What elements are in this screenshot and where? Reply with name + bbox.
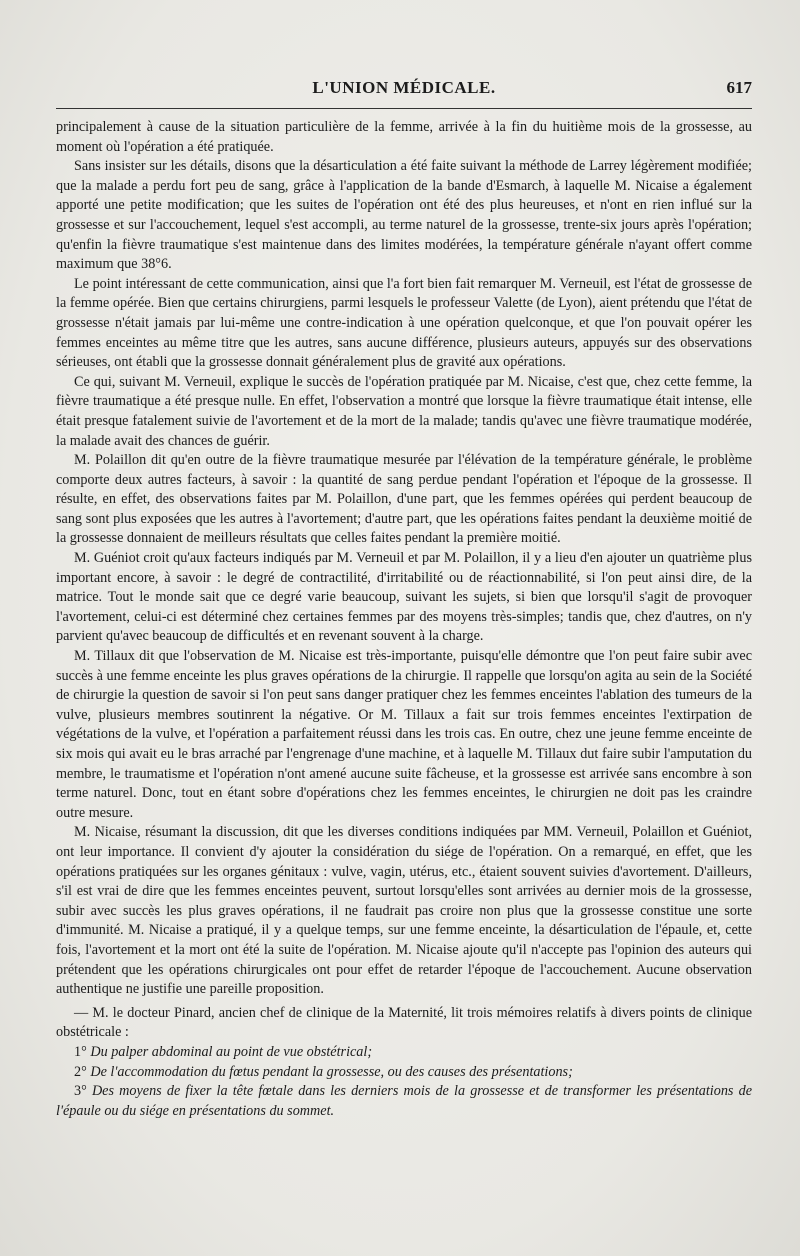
memoir-item bbox=[56, 1082, 752, 1121]
memoir-item bbox=[56, 1063, 752, 1083]
memoir-number: 3° bbox=[74, 1083, 87, 1100]
memoir-title: De l'accommodation du fœtus pendant la grossesse, ou des causes des présentations; bbox=[90, 1063, 573, 1080]
paragraph: M. Guéniot croit qu'aux facteurs indiqués par M. Verneuil et par M. Polaillon, il y a lieu d'en ajouter un quatrième plus important encore, à savoir : le degré de contractilité, d'irritabilité ou de réactionnabilité, si l'on peut ainsi dire, de la matrice. Tout le monde sait que ce degré varie beaucoup, suivant les sujets, si bien que lorsqu'il s'agit de provoquer l'avortement, celui-ci est déterminé chez certaines femmes par des moyens très-simples; tandis que, chez d'autres, on n'y parvient qu'avec beaucoup de difficultés et en revenant souvent à la charge. bbox=[56, 550, 752, 645]
memoir-number: 1° bbox=[74, 1043, 87, 1060]
paragraph: M. Nicaise, résumant la discussion, dit que les diverses conditions indiquées par MM. Verneuil, Polaillon et Guéniot, ont leur importance. Il convient d'y ajouter la considération du siége de l'opération. On a remarqué, en effet, que les opérations pratiquées sur les organes génitaux : vulve, vagin, utérus, etc., étaient souvent suivies d'avortement. D'ailleurs, s'il est vrai de dire que les femmes enceintes peuvent, surtout lorsqu'elles sont arrivées au dernier mois de la grossesse, subir avec succès les plus graves opérations, il ne faudrait pas croire non plus que la grossesse constitue une sorte d'immunité. M. Nicaise a pratiqué, il y a quelque temps, sur une femme enceinte, la désarticulation de l'épaule, et, cette fois, l'avortement et la mort ont été la suite de l'opération. M. Nicaise ajoute qu'il n'accepte pas l'opinion des auteurs qui prétendent que les opérations chirurgicales ont pour effet de retarder l'époque de l'accouchement. Aucune observation authentique ne justifie une pareille proposition. bbox=[56, 824, 752, 998]
page-number: 617 bbox=[726, 78, 752, 97]
memoir-number: 2° bbox=[74, 1063, 87, 1080]
memoir-list bbox=[56, 1043, 752, 1121]
header-rule bbox=[56, 108, 752, 109]
page-header bbox=[56, 78, 752, 104]
article-body bbox=[56, 118, 752, 1121]
memoir-title: Du palper abdominal au point de vue obstétrical; bbox=[90, 1043, 373, 1060]
memoir-title: Des moyens de fixer la tête fœtale dans les derniers mois de la grossesse et de transformer les présentations de l'épaule ou du siége en présentations du sommet. bbox=[56, 1083, 752, 1119]
pinard-intro: — M. le docteur Pinard, ancien chef de clinique de la Maternité, lit trois mémoires relatifs à divers points de clinique obstétricale : bbox=[56, 1004, 752, 1041]
paragraph: M. Polaillon dit qu'en outre de la fièvre traumatique mesurée par l'élévation de la température générale, le problème comporte deux autres facteurs, à savoir : la quantité de sang perdue pendant l'opération et l'époque de la grossesse. Il résulte, en effet, des observations faites par M. Polaillon, d'une part, que les femmes opérées qui perdent beaucoup de sang sont plus exposées que les autres à l'avortement; d'autre part, que les opérations faites pendant la deuxième moitié de la grossesse donnaient de meilleurs résultats que celles faites pendant la première moitié. bbox=[56, 452, 752, 547]
running-title: L'UNION MÉDICALE. bbox=[312, 78, 496, 97]
paragraph-continuation: principalement à cause de la situation particulière de la femme, arrivée à la fin du huitième mois de la grossesse, au moment où l'opération a été pratiquée. bbox=[56, 119, 752, 155]
paragraph: Sans insister sur les détails, disons que la désarticulation a été faite suivant la méthode de Larrey légèrement modifiée; que la malade a perdu fort peu de sang, grâce à l'application de la bande d'Esmarch, à laquelle M. Nicaise a également apporté une petite modification; que les suites de l'opération ont été des plus heureuses, et n'ont en rien influé sur la grossesse et sur l'accouchement, lequel s'est accompli, au terme naturel de la grossesse, trente-six jours après l'opération; qu'enfin la fièvre traumatique s'est maintenue dans des limites modérées, la température générale n'ayant offert comme maximum que 38°6. bbox=[56, 158, 752, 273]
paragraph: Ce qui, suivant M. Verneuil, explique le succès de l'opération pratiquée par M. Nicaise, c'est que, chez cette femme, la fièvre traumatique a été presque nulle. En effet, l'observation a montré que lorsque la fièvre traumatique était intense, elle était presque fatalement suivie de l'avortement et de la mort de la malade; tandis qu'avec une fièvre traumatique modérée, la malade avait des chances de guérir. bbox=[56, 373, 752, 449]
paragraph: M. Tillaux dit que l'observation de M. Nicaise est très-importante, puisqu'elle démontre que l'on peut faire subir avec succès à une femme enceinte les plus graves opérations de la chirurgie. Il rappelle que lorsqu'on agita au sein de la Société de chirurgie la question de savoir si l'on peut sans danger pratiquer chez les femmes enceintes l'ablation des tumeurs de la vulve, plusieurs membres soutinrent la négative. Or M. Tillaux a fait sur trois femmes enceintes l'extirpation de végétations de la vulve, et l'opération a parfaitement réussi dans les trois cas. En outre, chez une jeune femme enceinte de six mois qui avait eu le bras arraché par l'engrenage d'une machine, et à laquelle M. Tillaux dut faire subir l'amputation du membre, le traumatisme et l'opération n'ont amené aucune suite fâcheuse, et la grossesse est arrivée sans encombre à son terme naturel. Donc, tout en étant sobre d'opérations chez les femmes enceintes, le chirurgien ne doit pas les craindre outre mesure. bbox=[56, 648, 752, 821]
memoir-item bbox=[56, 1043, 752, 1063]
paragraph: Le point intéressant de cette communication, ainsi que l'a fort bien fait remarquer M. Verneuil, est l'état de grossesse de la femme opérée. Bien que certains chirurgiens, parmi lesquels le professeur Valette (de Lyon), aient prétendu que l'état de grossesse n'était jamais par lui-même une contre-indication à une opération quelconque, et que l'on pouvait opérer les femmes enceintes au même titre que les autres, sans aucune différence, plusieurs auteurs, appuyés sur des observations sérieuses, ont établi que la grossesse donnait généralement plus de gravité aux opérations. bbox=[56, 275, 752, 371]
